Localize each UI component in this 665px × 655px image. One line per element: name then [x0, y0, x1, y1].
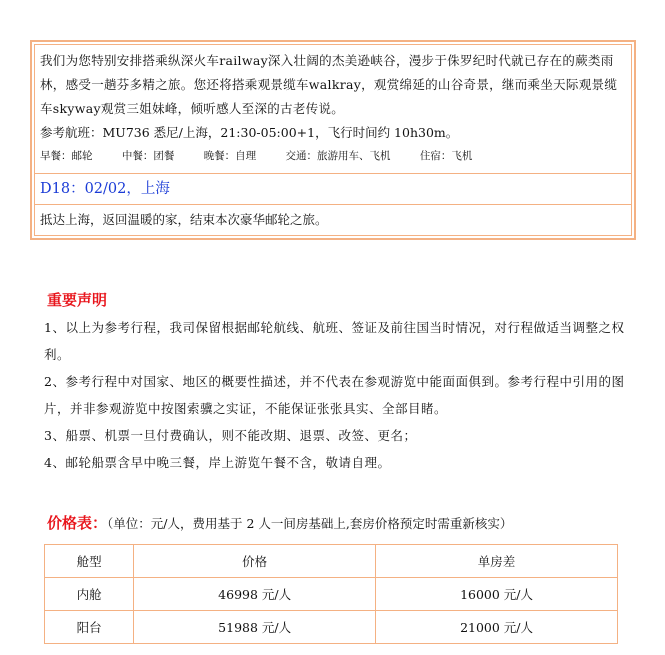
single-supplement: 21000 元/人 — [376, 611, 618, 644]
price-title: 价格表： — [47, 514, 108, 532]
header-cabin: 舱型 — [45, 545, 134, 578]
cabin-type: 阳台 — [45, 611, 134, 644]
breakfast-info: 早餐：邮轮 — [40, 150, 93, 162]
itinerary-box — [30, 40, 636, 240]
flight-info: 参考航班：MU736 悉尼/上海，21:30-05:00+1，飞行时间约 10h30m。 — [40, 125, 459, 140]
table-row — [45, 611, 618, 644]
notice-title: 重要声明 — [47, 291, 108, 309]
meals-row — [35, 145, 631, 174]
lodging-info: 住宿：飞机 — [419, 150, 473, 162]
day-header: D18：02/02，上海 — [35, 174, 631, 205]
arrival-text: 抵达上海，返回温暖的家，结束本次豪华邮轮之旅。 — [40, 212, 328, 227]
price-note: （单位：元/人，费用基于 2 人一间房基础上,套房价格预定时需重新核实） — [107, 516, 513, 531]
transport-info: 交通：旅游用车、飞机 — [285, 150, 391, 162]
dinner-info: 晚餐：自理 — [203, 150, 257, 162]
price-table — [44, 544, 618, 644]
itinerary-inner — [34, 44, 632, 236]
notice-list — [44, 314, 634, 476]
header-price: 价格 — [134, 545, 376, 578]
cabin-type: 内舱 — [45, 578, 134, 611]
notice-item: 1、以上为参考行程，我司保留根据邮轮航线、航班、签证及前往国当时情况，对行程做适当调整之权利。 — [44, 320, 625, 362]
notice-item: 3、船票、机票一旦付费确认，则不能改期、退票、改签、更名； — [44, 428, 417, 443]
cabin-price: 51988 元/人 — [134, 611, 376, 644]
price-table-header — [45, 545, 618, 578]
single-supplement: 16000 元/人 — [376, 578, 618, 611]
header-single-supplement: 单房差 — [376, 545, 618, 578]
lunch-info: 中餐：团餐 — [121, 150, 175, 162]
notice-item: 4、邮轮船票含早中晚三餐，岸上游览午餐不含，敬请自理。 — [44, 455, 391, 470]
notice-item: 2、参考行程中对国家、地区的概要性描述，并不代表在参观游览中能面面俱到。参考行程中引用的图片，并非参观游览中按图索骥之实证，不能保证张张具实、全部目睹。 — [44, 374, 625, 416]
cabin-price: 46998 元/人 — [134, 578, 376, 611]
table-row — [45, 578, 618, 611]
itinerary-description: 我们为您特别安排搭乘纵深火车railway深入壮阔的杰美逊峡谷，漫步于侏罗纪时代就已存在的蕨类雨林，感受一趟芬多精之旅。您还将搭乘观景缆车walkray，观赏绵延的山谷奇景，继而乘坐天际观景缆车skyway观赏三姐妹峰，倾听感人至深的古老传说。 — [40, 53, 618, 116]
price-header — [47, 512, 512, 533]
